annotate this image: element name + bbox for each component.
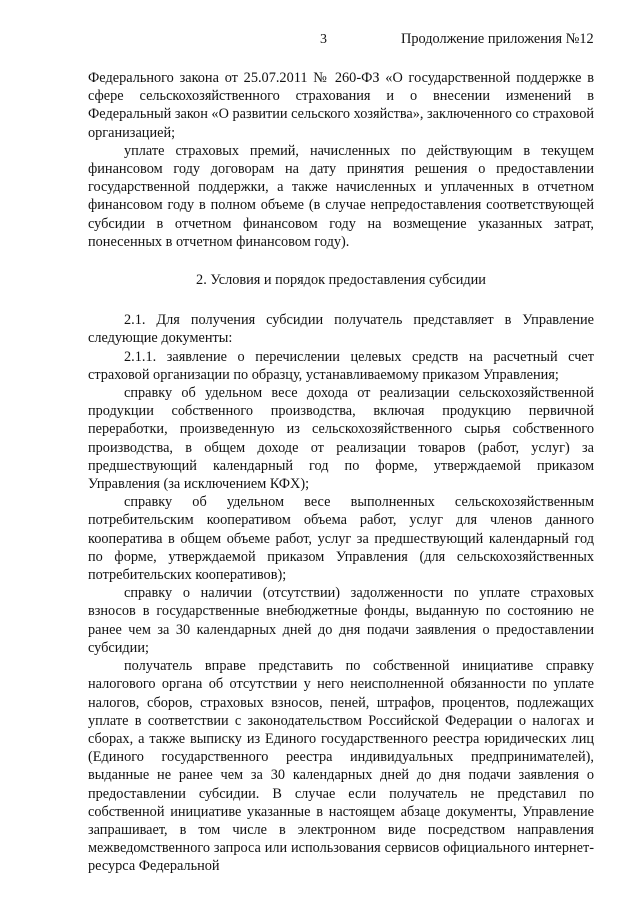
paragraph-cooperative-certificate: справку об удельном весе выполненных сельскохозяйственным потребительским кооперативом объема работ, услуг для членов данного кооператива в общем объеме работ, услуг за предшествующий календарный год по форме, утверждаемой приказом Управления (для сельскохозяйственных потребительских кооперативов);: [88, 494, 594, 584]
document-body: [88, 69, 594, 876]
paragraph-debt-certificate: справку о наличии (отсутствии) задолженности по уплате страховых взносов в государственные внебюджетные фонды, выданную по состоянию не ранее чем за 30 календарных дней до дня подачи заявления о предоставлении субсидии;: [88, 585, 594, 656]
page-number: 3: [320, 32, 327, 47]
section-title: 2. Условия и порядок предоставления субсидии: [196, 272, 486, 289]
paragraph-tax-certificate: получатель вправе представить по собственной инициативе справку налогового органа об отсутствии у него неисполненной обязанности по уплате налогов, сборов, страховых взносов, пеней, штрафов, процентов, подлежащих уплате в соответствии с законодательством Российской Федерации о налогах и сборах, а также выписку из Единого государственного реестра юридических лиц (Единого государственного реестра индивидуальных предпринимателей), выданные не ранее чем за 30 календарных дней до дня подачи заявления о предоставлении субсидии. В случае если получатель не представил по собственной инициативе указанные в настоящем абзаце документы, Управление запрашивает, в том числе в электронном виде посредством направления межведомственного запроса или использования сервисов официального интернет-ресурса Федеральной: [88, 658, 594, 875]
paragraph-insurance-premiums: уплате страховых премий, начисленных по действующим в текущем финансовом году договорам на дату принятия решения о предоставлении государственной поддержки, а также начисленных и уплаченных в отчетном финансовом году в полном объеме (в случае непредоставления соответствующей субсидии в отчетном финансовом году на возмещение указанных затрат, понесенных в отчетном финансовом году).: [88, 142, 594, 250]
paragraph-2-1-1: 2.1.1. заявление о перечислении целевых средств на расчетный счет страховой организации по образцу, устанавливаемому приказом Управления;: [88, 348, 594, 383]
paragraph-law-reference: Федерального закона от 25.07.2011 № 260-ФЗ «О государственной поддержке в сфере сельскохозяйственного страхования и о внесении изменений в Федеральный закон «О развитии сельского хозяйства», заключенного со страховой организацией;: [88, 70, 594, 141]
appendix-note: Продолжение приложения №12: [401, 31, 594, 47]
paragraph-income-share-certificate: справку об удельном весе дохода от реализации сельскохозяйственной продукции собственного производства, включая продукцию первичной переработки, произведенную из сельскохозяйственного сырья собственного производства, в общем доходе от реализации товаров (работ, услуг) за предшествующий календарный год по форме, утверждаемой приказом Управления (за исключением КФХ);: [88, 385, 594, 493]
paragraph-2-1: 2.1. Для получения субсидии получатель представляет в Управление следующие документы:: [88, 312, 594, 347]
